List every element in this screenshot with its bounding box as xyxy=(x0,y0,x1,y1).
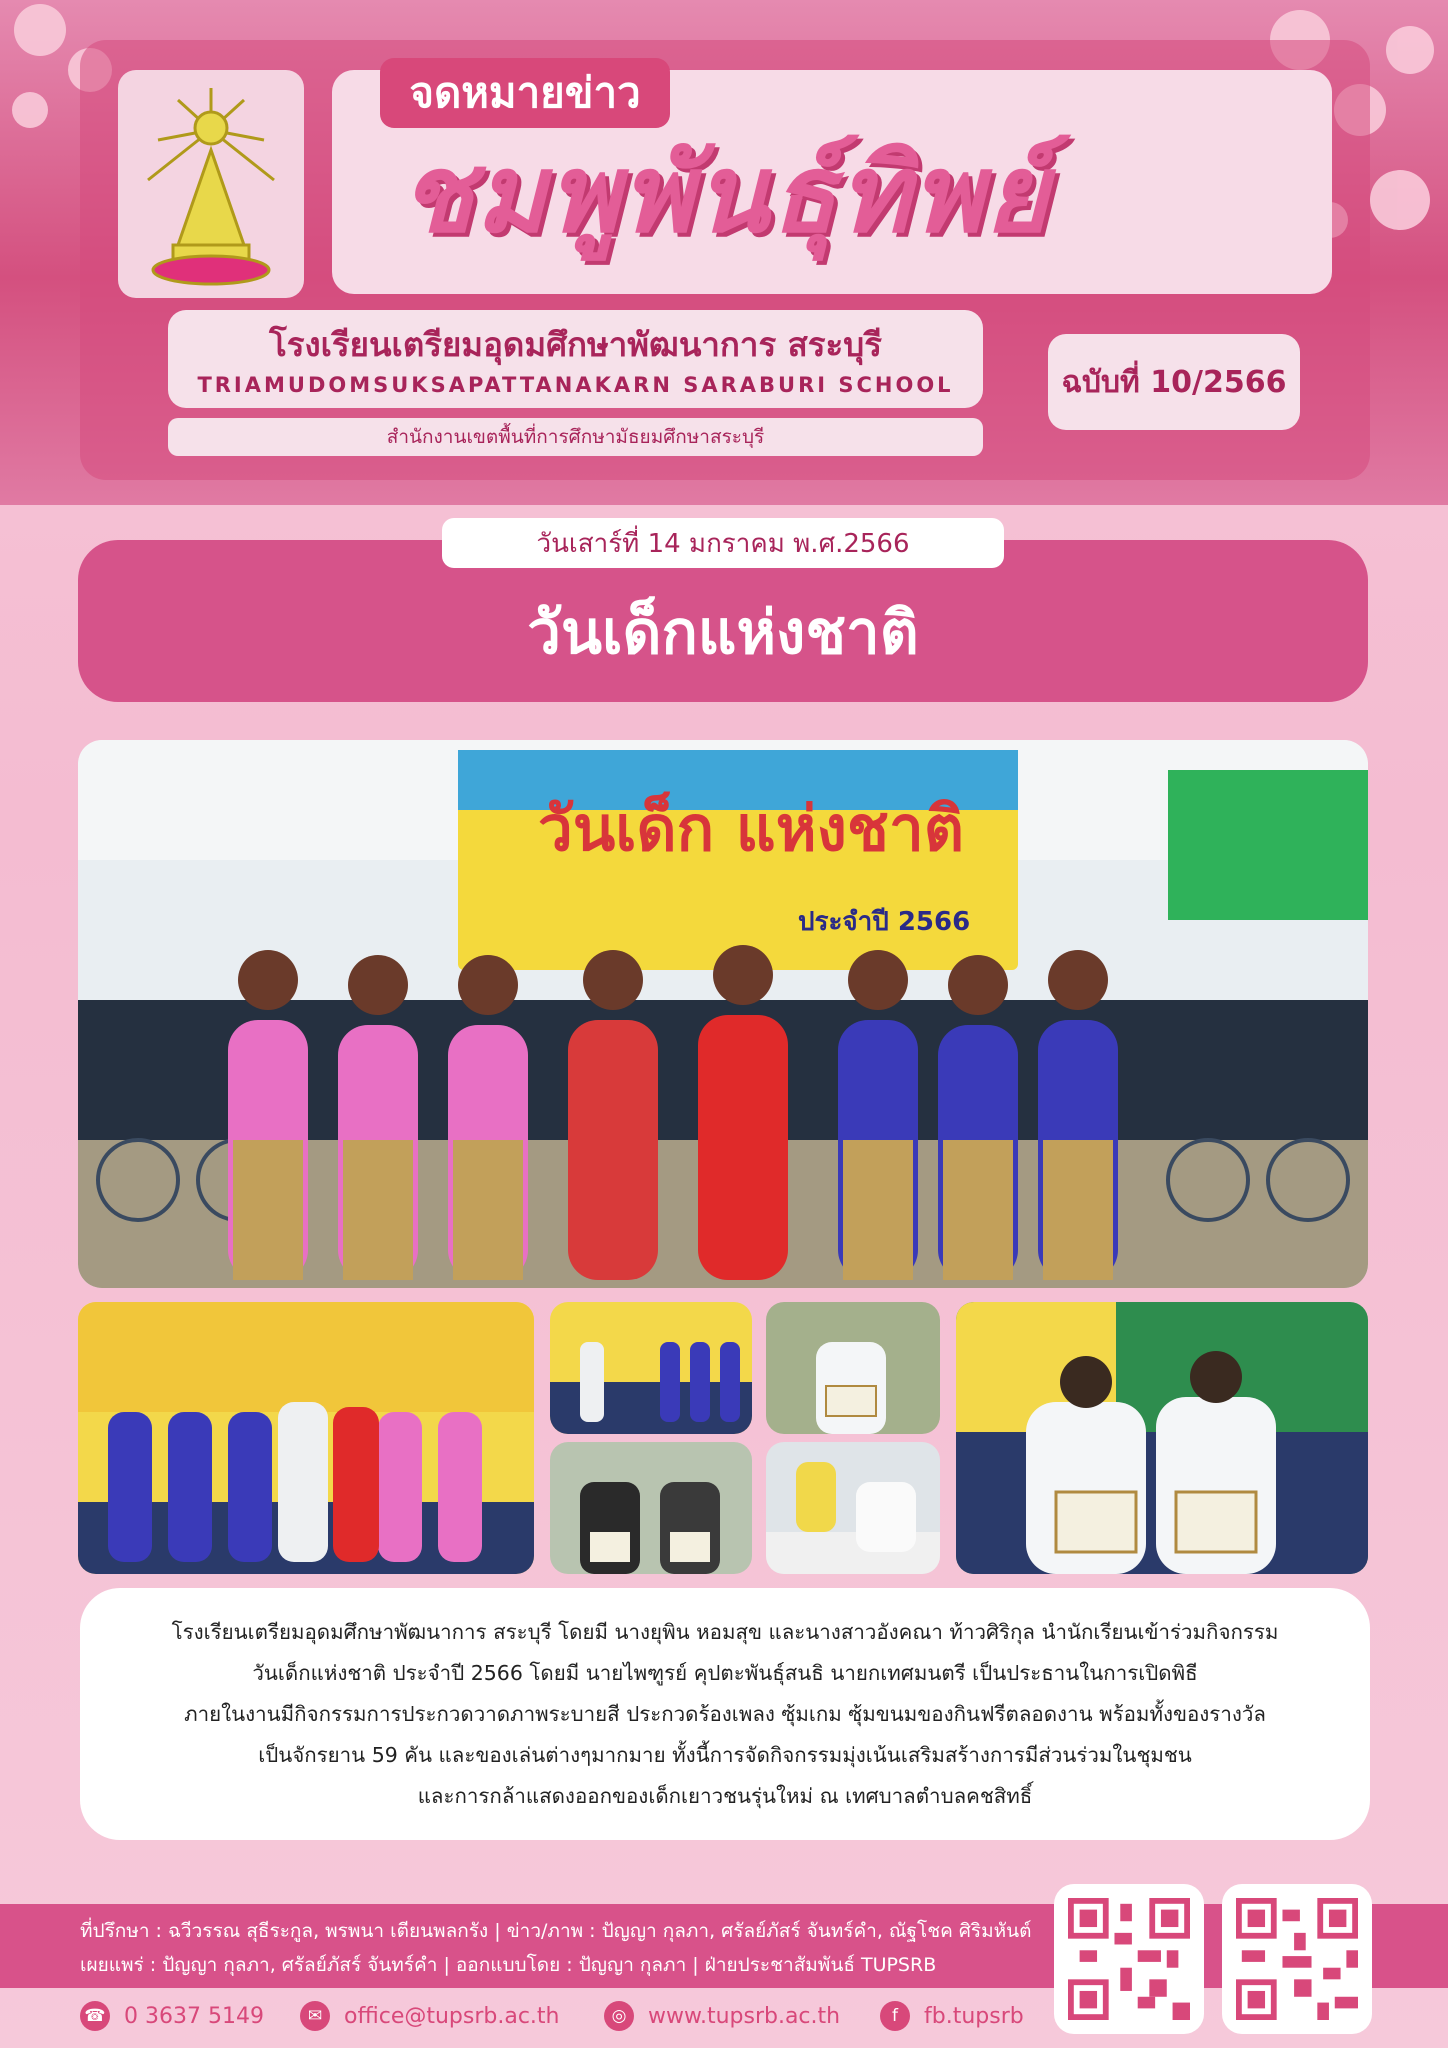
photo-certificates-boys xyxy=(550,1442,752,1574)
photo-illustration xyxy=(766,1442,940,1574)
credit-line-1: ที่ปรึกษา : ฉวีวรรณ สุธีระกูล, พรพนา เตียนพลกรัง | ข่าว/ภาพ : ปัญญา กุลภา, ศรัลย์ภัสร์ จันทร์คำ, ณัฐโชค ศิริมหันต์ xyxy=(80,1920,1032,1942)
photo-illustration xyxy=(956,1302,1368,1574)
education-office: สำนักงานเขตพื้นที่การศึกษามัธยมศึกษาสระบุรี xyxy=(168,418,983,456)
newsletter-label: จดหมายข่าว xyxy=(380,58,670,128)
photo-illustration xyxy=(550,1442,752,1574)
photo-stage-group xyxy=(78,1302,534,1574)
logo-frame xyxy=(118,70,304,298)
photo-registration-desk xyxy=(766,1442,940,1574)
article-line: โรงเรียนเตรียมอุดมศึกษาพัฒนาการ สระบุรี โดยมี นางยุพิน หอมสุข และนางสาวอังคณา ท้าวศิริกุล นำนักเรียนเข้าร่วมกิจกรรม xyxy=(171,1619,1279,1644)
facebook-handle: fb.tupsrb xyxy=(924,2003,1024,2029)
phone-number: 0 3637 5149 xyxy=(124,2003,264,2029)
photo-certificate-student xyxy=(766,1302,940,1434)
website-url: www.tupsrb.ac.th xyxy=(648,2003,841,2029)
issue-number: ฉบับที่ 10/2566 xyxy=(1048,334,1300,430)
contact-website[interactable] xyxy=(604,1996,840,2036)
photo-illustration xyxy=(766,1302,940,1434)
qr-code-icon[interactable] xyxy=(1054,1884,1204,2034)
event-date: วันเสาร์ที่ 14 มกราคม พ.ศ.2566 xyxy=(442,518,1004,568)
contact-email[interactable] xyxy=(300,1996,560,2036)
phone-icon: ☎ xyxy=(80,2001,110,2031)
facebook-icon: f xyxy=(880,2001,910,2031)
photo-award-bag xyxy=(550,1302,752,1434)
article-line: เป็นจักรยาน 59 คัน และของเล่นต่างๆมากมาย ทั้งนี้การจัดกิจกรรมมุ่งเน้นเสริมสร้างการมีส่วนร่วมในชุมชน xyxy=(258,1742,1192,1767)
qr-code-icon[interactable] xyxy=(1222,1884,1372,2034)
article-line: ภายในงานมีกิจกรรมการประกวดวาดภาพระบายสี ประกวดร้องเพลง ซุ้มเกม ซุ้มขนมของกินฟรีตลอดงาน พร้อมทั้งของรางวัล xyxy=(184,1701,1266,1726)
school-name-thai: โรงเรียนเตรียมอุดมศึกษาพัฒนาการ สระบุรี xyxy=(269,325,882,364)
newsletter-title: ชมพูพันธุ์ทิพย์ xyxy=(400,132,1051,257)
photo-certificates-girls xyxy=(956,1302,1368,1574)
email-address: office@tupsrb.ac.th xyxy=(344,2003,560,2029)
qr-pattern xyxy=(1068,1898,1190,2020)
school-emblem-icon xyxy=(118,70,304,298)
main-group-photo xyxy=(78,740,1368,1288)
article-line: และการกล้าแสดงออกของเด็กเยาวชนรุ่นใหม่ ณ เทศบาลตำบลคชสิทธิ์ xyxy=(417,1783,1033,1808)
group-photo-illustration xyxy=(78,740,1368,1288)
contact-phone[interactable] xyxy=(80,1996,264,2036)
banner-text: วันเด็ก แห่งชาติ xyxy=(538,792,965,865)
credit-line-2: เผยแพร่ : ปัญญา กุลภา, ศรัลย์ภัสร์ จันทร์คำ | ออกแบบโดย : ปัญญา กุลภา | ฝ่ายประชาสัมพันธ์ TUPSRB xyxy=(80,1954,937,1976)
banner-year: ประจำปี 2566 xyxy=(798,907,971,937)
school-name-english: TRIAMUDOMSUKSAPATTANAKARN SARABURI SCHOOL xyxy=(197,373,954,397)
school-name-panel xyxy=(168,310,983,408)
contact-facebook[interactable] xyxy=(880,1996,1024,2036)
event-title: วันเด็กแห่งชาติ xyxy=(78,540,1368,702)
article-line: วันเด็กแห่งชาติ ประจำปี 2566 โดยมี นายไพฑูรย์ คุปตะพันธุ์สนธิ นายกเทศมนตรี เป็นประธานในการเปิดพิธี xyxy=(252,1660,1198,1685)
stage-photo-illustration xyxy=(78,1302,534,1574)
article-body xyxy=(80,1588,1370,1840)
photo-illustration xyxy=(550,1302,752,1434)
globe-icon: ◎ xyxy=(604,2001,634,2031)
qr-pattern xyxy=(1236,1898,1358,2020)
mail-icon: ✉ xyxy=(300,2001,330,2031)
